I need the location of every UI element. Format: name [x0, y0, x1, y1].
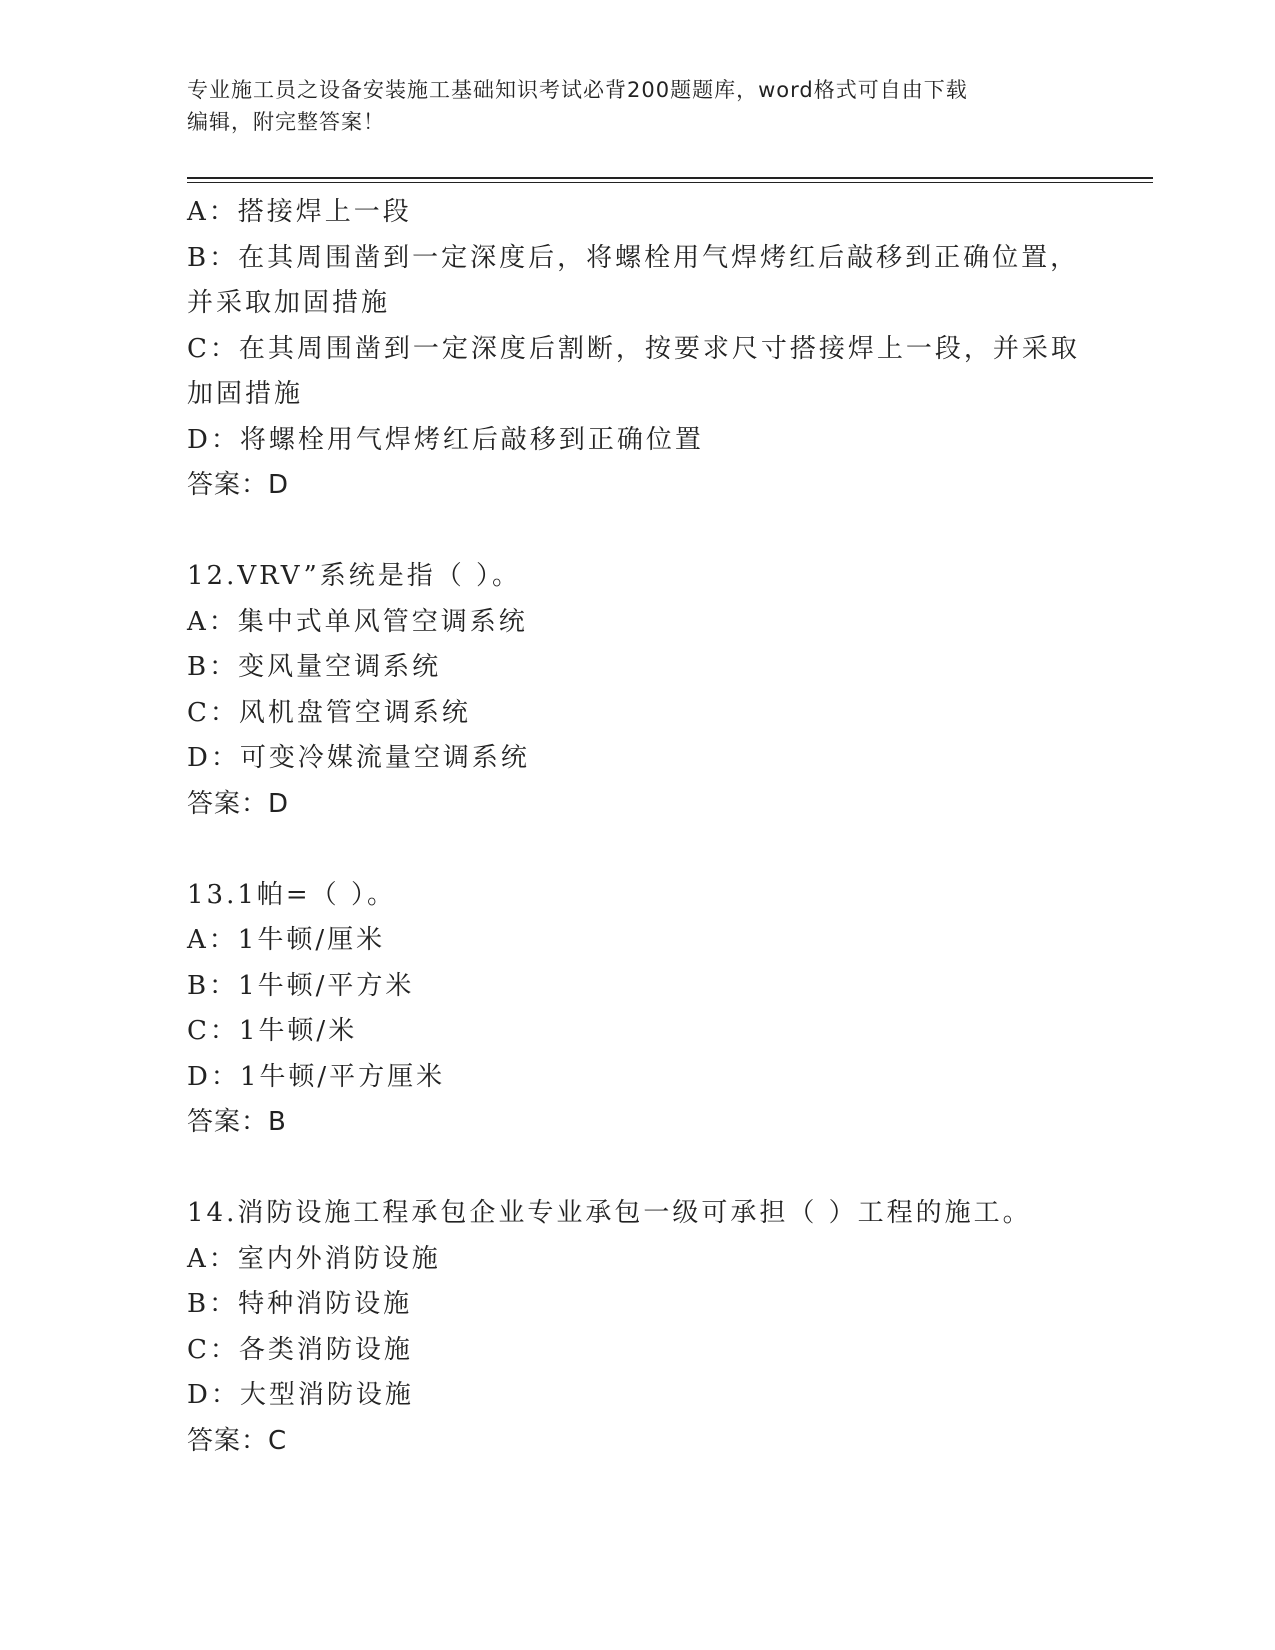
option-c: C：1牛顿/米: [187, 1016, 358, 1046]
option-b-continued: 并采取加固措施: [187, 288, 391, 318]
answer: 答案：B: [187, 1107, 287, 1137]
option-b: B：1牛顿/平方米: [187, 970, 415, 1001]
question-list: [187, 190, 1087, 1464]
header-line-2: 编辑，附完整答案！: [187, 110, 385, 134]
spacer: [187, 827, 1087, 873]
question-block-13: [187, 873, 1087, 1146]
option-b: B：特种消防设施: [187, 1289, 413, 1319]
option-b: B：在其周围凿到一定深度后，将螺栓用气焊烤红后敲移到正确位置，: [187, 242, 1080, 273]
option-c-continued: 加固措施: [187, 379, 304, 409]
option-d: D：可变冷媒流量空调系统: [187, 743, 530, 773]
option-b: B：变风量空调系统: [187, 652, 442, 682]
document-header: [187, 74, 1087, 138]
option-d: D：大型消防设施: [187, 1380, 414, 1410]
spacer: [187, 1146, 1087, 1192]
header-line-1: 专业施工员之设备安装施工基础知识考试必背200题题库，word格式可自由下载: [187, 78, 968, 102]
question-block-12: [187, 554, 1087, 827]
option-d: D：将螺栓用气焊烤红后敲移到正确位置: [187, 424, 704, 455]
option-d: D：1牛顿/平方厘米: [187, 1061, 446, 1092]
question-text: 13.1帕=（ ）。: [187, 879, 396, 910]
answer: 答案：C: [187, 1425, 288, 1456]
option-c: C：在其周围凿到一定深度后割断，按要求尺寸搭接焊上一段，并采取: [187, 333, 1080, 364]
option-c: C：风机盘管空调系统: [187, 697, 471, 728]
question-text: 14.消防设施工程承包企业专业承包一级可承担（ ）工程的施工。: [187, 1198, 1032, 1228]
question-text: 12.VRV”系统是指（ ）。: [187, 561, 522, 591]
option-a: A：1牛顿/厘米: [187, 925, 386, 955]
header-divider-thin: [187, 182, 1153, 183]
answer: 答案：D: [187, 788, 290, 819]
option-a: A：集中式单风管空调系统: [187, 606, 528, 637]
option-a: A：搭接焊上一段: [187, 197, 412, 227]
spacer: [187, 509, 1087, 555]
answer: 答案：D: [187, 470, 290, 500]
option-c: C：各类消防设施: [187, 1334, 413, 1365]
option-a: A：室内外消防设施: [187, 1243, 441, 1274]
question-block-11: [187, 190, 1087, 509]
question-block-14: [187, 1191, 1087, 1464]
header-divider-thick: [187, 177, 1153, 179]
